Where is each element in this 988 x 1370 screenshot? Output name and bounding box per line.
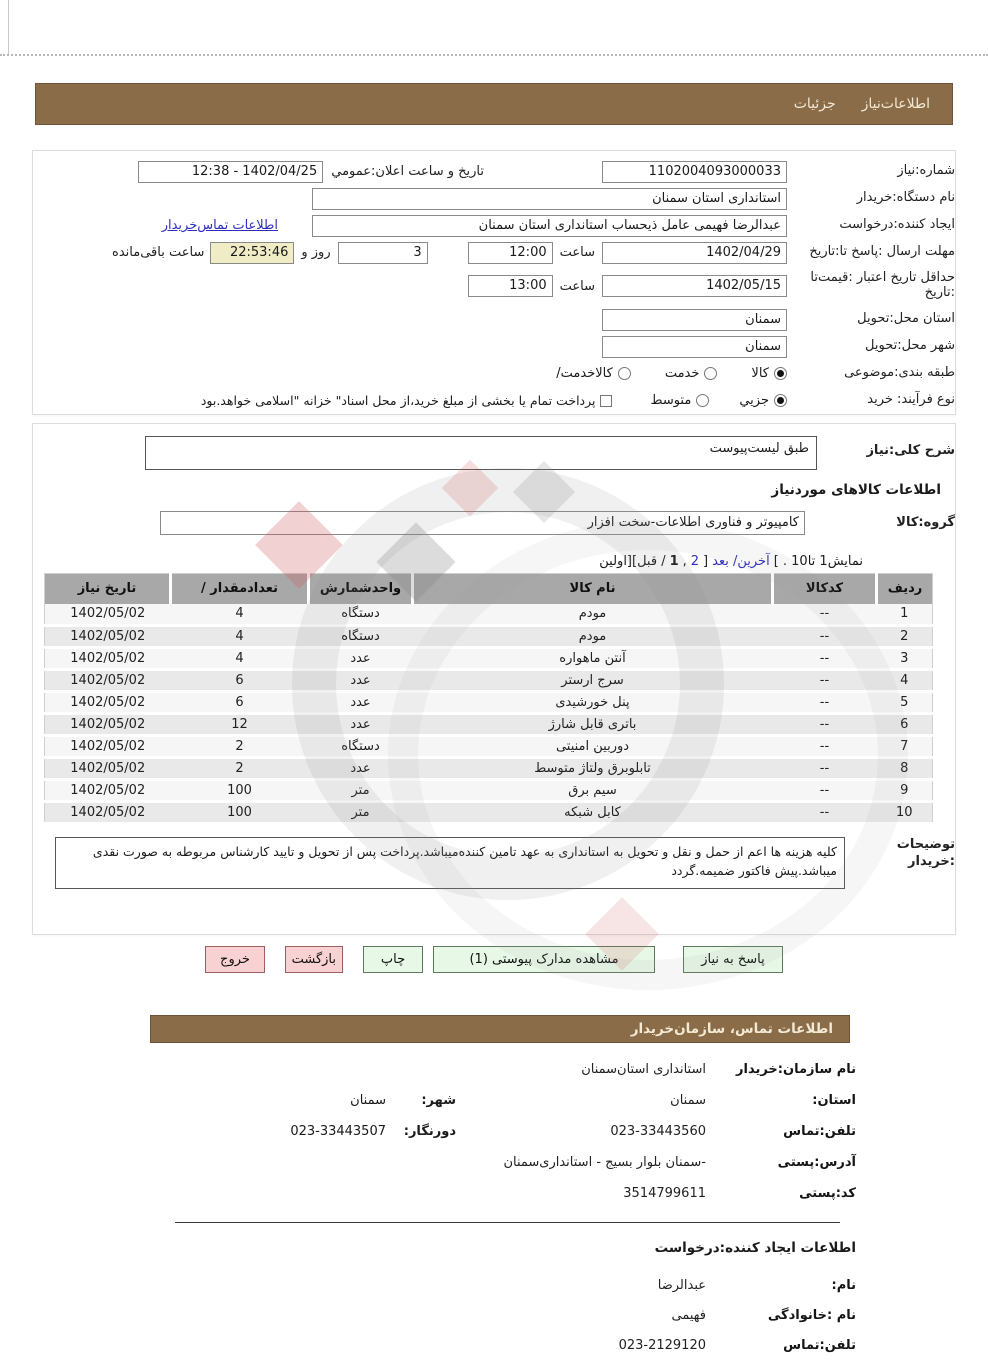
delivery-province-field[interactable]: سمنان: [602, 309, 787, 331]
table-row: [45, 714, 933, 736]
validity-hour-label: ساعت: [559, 278, 595, 294]
reply-deadline-label: مهلت ارسال :پاسخ تا:تاریخ: [809, 244, 955, 260]
table-cell: عدد: [309, 670, 413, 692]
org-phone-fax-row: [150, 1120, 856, 1142]
radio-goods-label: کالا: [751, 366, 769, 381]
pagination-comma: ,: [682, 554, 687, 569]
price-validity-date-field[interactable]: 1402/05/15: [602, 275, 787, 297]
table-cell: --: [773, 626, 877, 648]
reply-deadline-time-field[interactable]: 12:00: [468, 242, 553, 264]
creator-phone-row: [150, 1334, 856, 1356]
need-summary-panel: [32, 150, 956, 415]
table-cell: 1402/05/02: [45, 758, 171, 780]
col-header-quantity: تعدادمقدار /: [171, 574, 309, 604]
need-number-field[interactable]: 1102004093000033: [602, 161, 787, 183]
subject-classification-label: طبقه بندی:موضوعی: [844, 365, 955, 381]
need-items-panel: [32, 423, 956, 935]
tab-group: [794, 96, 952, 112]
table-cell: 6: [171, 670, 309, 692]
price-validity-time-field[interactable]: 13:00: [468, 275, 553, 297]
table-cell: 4: [171, 626, 309, 648]
table-cell: 7: [877, 736, 933, 758]
table-cell: --: [773, 802, 877, 824]
table-cell: 6: [171, 692, 309, 714]
table-cell: 100: [171, 802, 309, 824]
radio-minor-label: جزیي: [739, 393, 769, 408]
table-cell: 1402/05/02: [45, 736, 171, 758]
table-row: [45, 692, 933, 714]
org-province-city-row: [150, 1089, 856, 1111]
radio-minor-icon: [774, 394, 787, 407]
org-phone-label: تلفن:تماس: [783, 1123, 856, 1139]
table-row: [45, 736, 933, 758]
table-cell: 1402/05/02: [45, 670, 171, 692]
org-phone-value: 023-33443560: [610, 1123, 706, 1139]
org-address-row: [150, 1151, 856, 1173]
table-cell: 6: [877, 714, 933, 736]
goods-group-label: گروه:کالا: [896, 514, 955, 530]
print-button[interactable]: چاپ: [363, 946, 423, 973]
table-cell: 1402/05/02: [45, 626, 171, 648]
tab-need-info[interactable]: اطلاعات‌نیاز: [861, 96, 930, 112]
col-header-item-name: نام کالا: [413, 574, 773, 604]
org-city-value: سمنان: [350, 1092, 386, 1108]
pagination-showing-label: نمایش1 تا10 . ]: [773, 554, 863, 569]
buyer-remarks-row: [33, 837, 955, 889]
buyer-org-row: [33, 185, 955, 212]
org-postal-row: [150, 1182, 856, 1204]
tab-details[interactable]: جزئیات: [793, 96, 836, 112]
radio-goods-service-icon: [618, 367, 631, 380]
table-cell: --: [773, 670, 877, 692]
table-row: [45, 648, 933, 670]
table-cell: عدد: [309, 758, 413, 780]
org-name-label: نام سازمان:خریدار: [736, 1061, 856, 1077]
pagination-prev-first-label: / قبل][اولین: [599, 554, 666, 569]
buyer-remarks-label-line2: :خریدار: [908, 853, 955, 869]
org-contact-bar-title: اطلاعات تماس، سازمان‌خریدار: [630, 1021, 833, 1037]
table-cell: 4: [877, 670, 933, 692]
pagination: [33, 554, 955, 569]
table-cell: متر: [309, 780, 413, 802]
items-table-head: [45, 574, 933, 604]
table-cell: دستگاه: [309, 604, 413, 626]
window-left-edge: [8, 0, 9, 56]
table-cell: تابلوبرق ولتاژ متوسط: [413, 758, 773, 780]
need-number-label: شماره:نیاز: [897, 163, 955, 179]
radio-medium[interactable]: [650, 393, 709, 408]
org-contact-bar: [150, 1015, 850, 1043]
price-validity-row: [33, 266, 955, 306]
process-type-row: [33, 387, 955, 414]
org-postal-label: کد:پستی: [799, 1185, 856, 1201]
table-cell: 1402/05/02: [45, 692, 171, 714]
request-creator-label: ایجاد کننده:درخواست: [839, 217, 955, 233]
radio-service[interactable]: [665, 366, 718, 381]
radio-medium-icon: [696, 394, 709, 407]
table-cell: --: [773, 780, 877, 802]
radio-medium-label: متوسط: [650, 393, 692, 408]
table-cell: عدد: [309, 714, 413, 736]
table-cell: 1402/05/02: [45, 648, 171, 670]
creator-first-name-value: عبدالرضا: [657, 1277, 706, 1293]
table-cell: --: [773, 604, 877, 626]
table-cell: 1402/05/02: [45, 604, 171, 626]
org-contact-section: [150, 1058, 856, 1213]
pagination-last-next-link[interactable]: آخرین/ بعد: [712, 554, 770, 569]
radio-minor[interactable]: [739, 393, 787, 408]
table-row: [45, 802, 933, 824]
table-cell: دوربین امنیتی: [413, 736, 773, 758]
org-province-label: استان:: [812, 1092, 856, 1108]
table-cell: --: [773, 714, 877, 736]
table-cell: دستگاه: [309, 736, 413, 758]
table-cell: 1: [877, 604, 933, 626]
need-description-label: شرح کلی:نیاز: [866, 443, 955, 458]
treasury-payment-option[interactable]: [201, 393, 613, 408]
table-cell: 100: [171, 780, 309, 802]
need-description-field[interactable]: طبق لیست‌پیوست: [145, 436, 817, 470]
table-cell: دستگاه: [309, 626, 413, 648]
goods-group-row: [33, 506, 955, 540]
radio-service-icon: [704, 367, 717, 380]
table-cell: 12: [171, 714, 309, 736]
radio-goods-service-label: کالاخدمت/: [556, 366, 613, 381]
table-cell: 10: [877, 802, 933, 824]
pagination-page-2-link[interactable]: 2: [690, 554, 700, 569]
reply-deadline-row: [33, 239, 955, 266]
exit-button[interactable]: خروج: [205, 946, 265, 973]
goods-info-heading: اطلاعات کالاهای موردنیاز: [771, 482, 941, 498]
table-row: [45, 780, 933, 802]
hours-remaining-label: ساعت باقی‌مانده: [112, 245, 205, 260]
announce-datetime-label: تاریخ و ساعت اعلان:عمومي: [331, 164, 484, 179]
days-and-label: روز و: [301, 245, 331, 260]
pagination-page-1-current: 1: [669, 554, 679, 569]
table-row: [45, 604, 933, 626]
creator-first-name-label: نام:: [831, 1277, 856, 1293]
org-province-value: سمنان: [670, 1092, 706, 1108]
table-row: [45, 758, 933, 780]
table-cell: 9: [877, 780, 933, 802]
announce-datetime-field[interactable]: 12:38 - 1402/04/25: [138, 161, 323, 183]
table-row: [45, 626, 933, 648]
process-type-label: نوع فرآیند: خرید: [867, 392, 955, 408]
treasury-checkbox[interactable]: [600, 395, 612, 407]
buyer-org-field[interactable]: استانداری استان سمنان: [312, 188, 787, 210]
table-cell: متر: [309, 802, 413, 824]
table-cell: سیم برق: [413, 780, 773, 802]
view-attachments-button[interactable]: مشاهده مدارک پیوستی (1): [433, 946, 655, 973]
table-cell: 4: [171, 604, 309, 626]
items-table: [44, 573, 933, 825]
table-cell: آنتن ماهواره: [413, 648, 773, 670]
org-name-value: استانداری استان‌سمنان: [581, 1061, 706, 1077]
table-row: [45, 670, 933, 692]
delivery-city-label: شهر محل:تحویل: [865, 338, 955, 354]
creator-first-name-row: [150, 1274, 856, 1296]
org-fax-value: 023-33443507: [290, 1123, 386, 1139]
buyer-remarks-field[interactable]: کلیه هزینه ها اعم از حمل و نقل و تحویل به استانداری به عهد تامین کننده‌میباشد.پرداخت پس از تحویل و تایید کارشناس مربوطه به صورت نقدی میباشد.پیش فاکتور ضمیمه.گردد: [55, 837, 845, 889]
section-divider-line: [175, 1222, 840, 1223]
radio-service-label: خدمت: [664, 366, 700, 381]
table-cell: 2: [877, 626, 933, 648]
goods-group-field[interactable]: کامپیوتر و فناوری اطلاعات-سخت افزار: [160, 511, 805, 535]
creator-phone-label: تلفن:تماس: [783, 1337, 856, 1353]
reply-deadline-date-field[interactable]: 1402/04/29: [602, 242, 787, 264]
remaining-days-field[interactable]: 3: [338, 242, 428, 264]
need-description-row: [33, 436, 955, 470]
request-creator-section: [150, 1240, 856, 1364]
price-validity-label: حداقل تاریخ اعتبار :قیمت‌تا :تاریخ: [810, 270, 955, 300]
action-buttons-row: [0, 946, 988, 973]
table-cell: --: [773, 758, 877, 780]
table-cell: --: [773, 736, 877, 758]
buyer-remarks-label: [845, 837, 955, 871]
org-address-value: -سمنان بلوار بسیج - استانداری‌سمنان: [503, 1154, 706, 1170]
creator-last-name-label: نام :خانوادگی: [767, 1307, 856, 1323]
table-cell: 1402/05/02: [45, 780, 171, 802]
buyer-contact-link[interactable]: اطلاعات تماس‌خریدار: [161, 218, 278, 233]
org-postal-value: 3514799611: [623, 1185, 706, 1201]
table-cell: 1402/05/02: [45, 802, 171, 824]
table-cell: پنل خورشیدی: [413, 692, 773, 714]
table-cell: 2: [171, 736, 309, 758]
top-tab-bar: [35, 83, 953, 125]
org-name-row: [150, 1058, 856, 1080]
table-cell: --: [773, 692, 877, 714]
org-fax-label: دورنگار:: [403, 1123, 456, 1139]
creator-last-name-value: فهیمی: [671, 1307, 706, 1323]
table-cell: کابل شبکه: [413, 802, 773, 824]
back-button[interactable]: بازگشت: [285, 946, 343, 973]
table-cell: 3: [877, 648, 933, 670]
col-header-item-code: کدکالا: [773, 574, 877, 604]
radio-goods[interactable]: [751, 366, 787, 381]
request-creator-row: [33, 212, 955, 239]
col-header-need-date: تاریخ نیاز: [45, 574, 171, 604]
table-cell: 8: [877, 758, 933, 780]
table-cell: 5: [877, 692, 933, 714]
table-cell: باتری قابل شارژ: [413, 714, 773, 736]
delivery-city-row: [33, 333, 955, 360]
table-cell: عدد: [309, 648, 413, 670]
creator-phone-value: 023-2129120: [618, 1337, 706, 1353]
delivery-city-field[interactable]: سمنان: [602, 336, 787, 358]
pagination-bracket: [: [703, 554, 709, 569]
reply-to-need-button[interactable]: پاسخ به نیاز: [683, 946, 783, 973]
items-tbody: [45, 604, 933, 824]
creator-last-name-row: [150, 1304, 856, 1326]
col-header-row-no: ردیف: [877, 574, 933, 604]
countdown-timer: 22:53:46: [210, 242, 294, 264]
table-cell: مودم: [413, 626, 773, 648]
radio-goods-icon: [774, 367, 787, 380]
treasury-note-label: پرداخت تمام یا بخشی از مبلغ خرید،از محل اسناد" خزانه "اسلامی خواهد.بود: [200, 393, 596, 408]
org-city-label: شهر:: [421, 1092, 456, 1108]
need-number-row: [33, 158, 955, 185]
table-cell: 2: [171, 758, 309, 780]
request-creator-field[interactable]: عبدالرضا فهیمی عامل ذیحساب استانداری استان سمنان: [312, 215, 787, 237]
col-header-unit: واحدشمارش: [309, 574, 413, 604]
deadline-hour-label: ساعت: [559, 245, 595, 260]
radio-goods-service[interactable]: [556, 366, 631, 381]
table-cell: 4: [171, 648, 309, 670]
subject-classification-row: [33, 360, 955, 387]
top-dotted-divider: [0, 54, 988, 56]
buyer-org-label: نام دستگاه:خریدار: [856, 190, 955, 206]
table-cell: عدد: [309, 692, 413, 714]
delivery-province-label: استان محل:تحویل: [857, 311, 955, 327]
table-cell: مودم: [413, 604, 773, 626]
org-address-label: آدرس:پستی: [777, 1154, 856, 1170]
table-cell: --: [773, 648, 877, 670]
delivery-province-row: [33, 306, 955, 333]
buyer-remarks-label-line1: توضیحات: [896, 837, 955, 852]
table-cell: 1402/05/02: [45, 714, 171, 736]
request-creator-heading: اطلاعات ایجاد کننده:درخواست: [654, 1240, 856, 1256]
table-cell: سرج ارستر: [413, 670, 773, 692]
